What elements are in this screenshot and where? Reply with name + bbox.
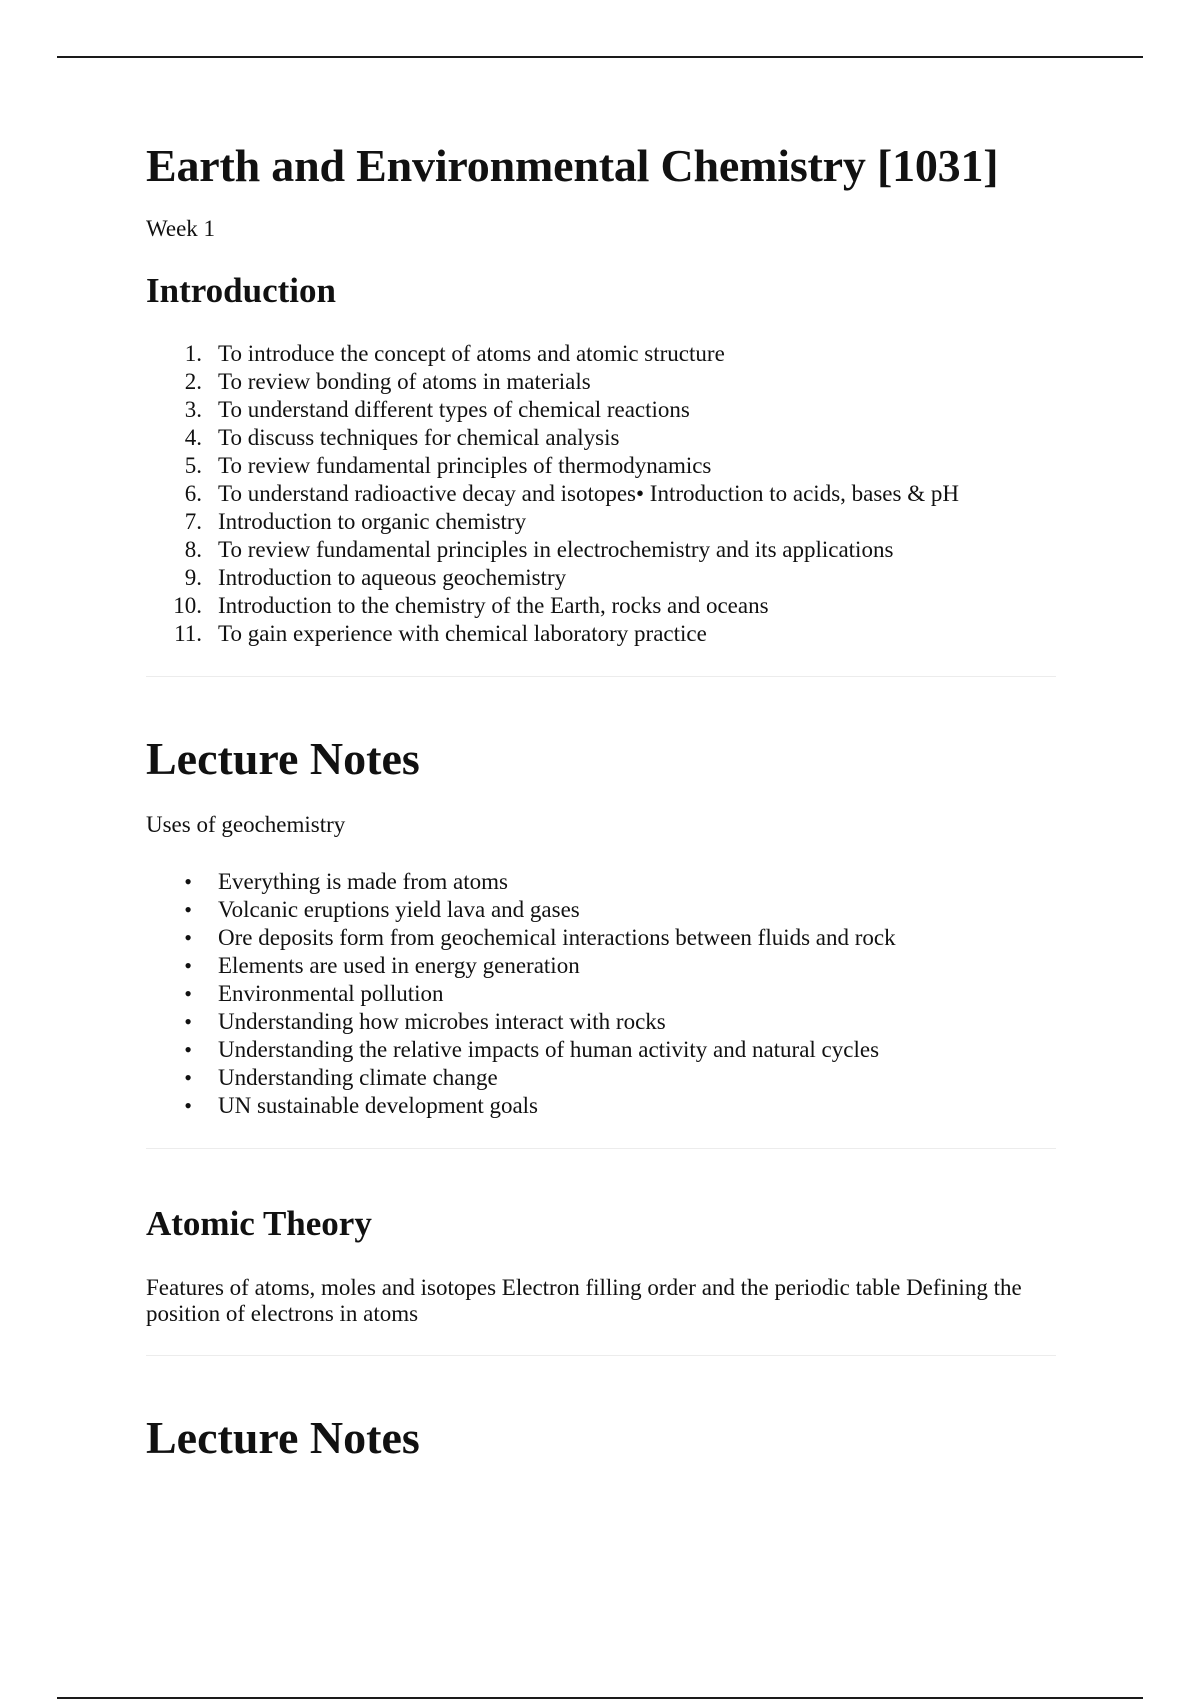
lecture-notes-heading-2: Lecture Notes: [146, 1412, 420, 1464]
list-number: 9.: [184, 565, 202, 591]
objective-text: To review fundamental principles of thermodynamics: [218, 453, 712, 479]
objective-text: To review bonding of atoms in materials: [218, 369, 591, 395]
objective-text: To review fundamental principles in electrochemistry and its applications: [218, 537, 894, 563]
objective-item: [146, 564, 1056, 592]
bullet-marker: •: [184, 1065, 192, 1091]
bullet-marker: •: [184, 925, 192, 951]
objective-text: Introduction to the chemistry of the Earth, rocks and oceans: [218, 593, 769, 619]
list-item-text: Volcanic eruptions yield lava and gases: [218, 897, 580, 923]
objective-item: [146, 452, 1056, 480]
list-item: [146, 1064, 1056, 1092]
document-title: Earth and Environmental Chemistry [1031]: [146, 140, 999, 191]
list-item: [146, 924, 1056, 952]
page-bottom-rule: [57, 1697, 1143, 1699]
objective-item: [146, 508, 1056, 536]
uses-of-geochemistry-list: [146, 868, 1056, 1120]
list-item: [146, 980, 1056, 1008]
list-number: 2.: [184, 369, 202, 395]
list-item: [146, 868, 1056, 896]
atomic-theory-heading: Atomic Theory: [146, 1204, 372, 1244]
document-body: [146, 140, 1056, 1465]
page-top-rule: [57, 56, 1143, 58]
lecture-notes-heading: Lecture Notes: [146, 733, 420, 785]
bullet-marker: •: [184, 953, 192, 979]
list-item: [146, 1092, 1056, 1120]
objective-item: [146, 340, 1056, 368]
objective-item: [146, 396, 1056, 424]
objective-text: To discuss techniques for chemical analysis: [218, 425, 620, 451]
list-number: 11.: [174, 621, 202, 647]
list-item-text: Everything is made from atoms: [218, 869, 508, 895]
list-item-text: Understanding climate change: [218, 1065, 498, 1091]
list-item: [146, 896, 1056, 924]
list-item-text: Elements are used in energy generation: [218, 953, 580, 979]
objective-text: To introduce the concept of atoms and atomic structure: [218, 341, 725, 367]
objective-item: [146, 620, 1056, 648]
list-item-text: Understanding the relative impacts of human activity and natural cycles: [218, 1037, 880, 1063]
section-divider: [146, 1148, 1056, 1149]
list-number: 6.: [184, 481, 202, 507]
list-item: [146, 1036, 1056, 1064]
list-item: [146, 952, 1056, 980]
objective-text: To gain experience with chemical laboratory practice: [218, 621, 707, 647]
objective-item: [146, 536, 1056, 564]
list-number: 3.: [184, 397, 202, 423]
list-item-text: Environmental pollution: [218, 981, 444, 1007]
introduction-objectives-list: [146, 340, 1056, 648]
atomic-theory-text: Features of atoms, moles and isotopes Electron filling order and the periodic table Defining the position of electrons in atoms: [146, 1275, 1022, 1327]
week-label: Week 1: [146, 215, 216, 241]
bullet-marker: •: [184, 1093, 192, 1119]
list-item-text: UN sustainable development goals: [218, 1093, 539, 1119]
bullet-marker: •: [184, 1037, 192, 1063]
section-divider: [146, 1355, 1056, 1356]
list-item-text: Understanding how microbes interact with rocks: [218, 1009, 666, 1035]
introduction-heading: Introduction: [146, 271, 336, 311]
bullet-marker: •: [184, 869, 192, 895]
list-number: 4.: [184, 425, 202, 451]
objective-item: [146, 592, 1056, 620]
bullet-marker: •: [184, 981, 192, 1007]
objective-item: [146, 424, 1056, 452]
section-divider: [146, 676, 1056, 677]
bullet-marker: •: [184, 897, 192, 923]
list-number: 10.: [173, 593, 202, 619]
objective-text: Introduction to organic chemistry: [218, 509, 527, 535]
list-item: [146, 1008, 1056, 1036]
list-number: 8.: [184, 537, 202, 563]
objective-text: To understand radioactive decay and isotopes• Introduction to acids, bases & pH: [218, 481, 959, 507]
objective-text: To understand different types of chemical reactions: [218, 397, 690, 423]
list-number: 5.: [184, 453, 202, 479]
list-number: 7.: [184, 509, 202, 535]
list-item-text: Ore deposits form from geochemical interactions between fluids and rock: [218, 925, 896, 951]
objective-text: Introduction to aqueous geochemistry: [218, 565, 567, 591]
bullet-marker: •: [184, 1009, 192, 1035]
uses-of-geochemistry-label: Uses of geochemistry: [146, 812, 346, 838]
objective-item: [146, 480, 1056, 508]
objective-item: [146, 368, 1056, 396]
list-number: 1.: [184, 341, 202, 367]
